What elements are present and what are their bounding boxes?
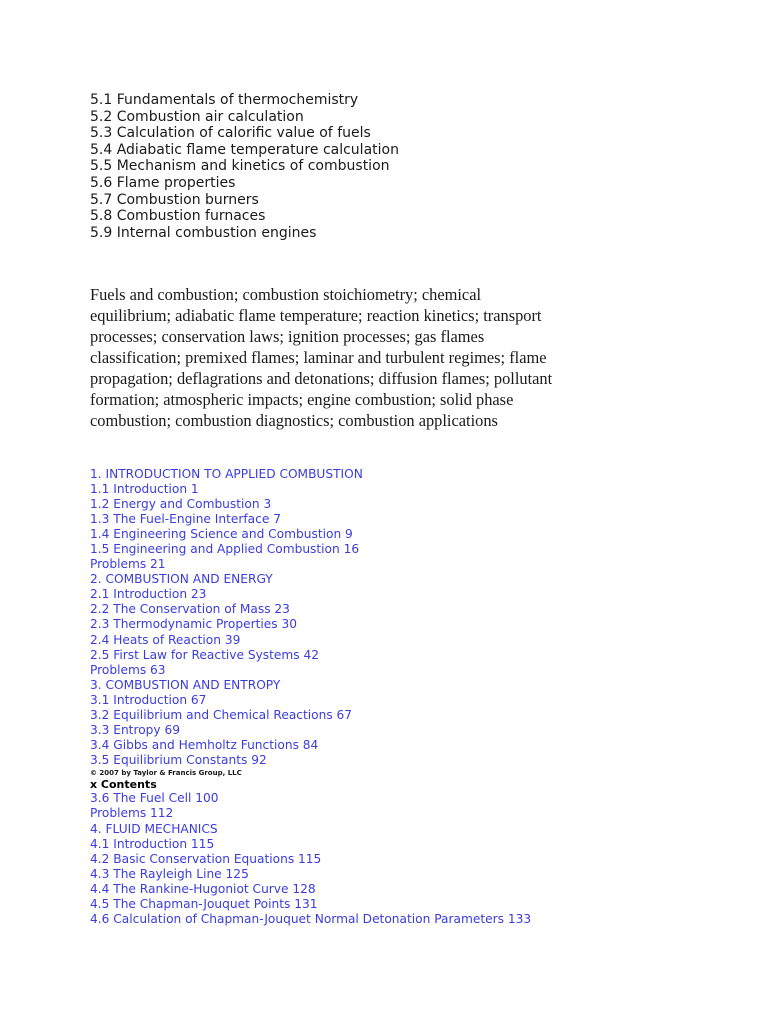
toc-chapter-link[interactable]: 3. COMBUSTION AND ENTROPY <box>90 677 281 692</box>
toc-link[interactable]: 4.6 Calculation of Chapman-Jouquet Normal Detonation Parameters 133 <box>90 911 532 926</box>
section-item: 5.9 Internal combustion engines <box>90 224 317 241</box>
section-item: 5.1 Fundamentals of thermochemistry <box>90 92 359 108</box>
toc-chapter-link[interactable]: 1. INTRODUCTION TO APPLIED COMBUSTION <box>90 467 363 481</box>
keywords-line: formation; atmospheric impacts; engine combustion; solid phase <box>90 390 514 409</box>
toc-link[interactable]: 4.2 Basic Conservation Equations 115 <box>90 851 322 866</box>
toc-link[interactable]: 2.5 First Law for Reactive Systems 42 <box>90 647 320 662</box>
toc-link[interactable]: Problems 112 <box>90 806 174 821</box>
toc-link[interactable]: 4.3 The Rayleigh Line 125 <box>90 866 249 881</box>
toc-link[interactable]: 3.1 Introduction 67 <box>90 692 207 707</box>
section-item: 5.6 Flame properties <box>90 174 236 191</box>
toc-link[interactable]: 1.3 The Fuel-Engine Interface 7 <box>90 512 281 527</box>
toc-link[interactable]: 1.4 Engineering Science and Combustion 9 <box>90 527 353 542</box>
toc-link[interactable]: 4.1 Introduction 115 <box>90 836 215 851</box>
toc-link[interactable]: 2.3 Thermodynamic Properties 30 <box>90 617 297 632</box>
keywords-line: processes; conservation laws; ignition processes; gas flames <box>90 327 485 346</box>
toc-chapter-link[interactable]: 2. COMBUSTION AND ENERGY <box>90 572 273 587</box>
toc-link[interactable]: 3.3 Entropy 69 <box>90 722 180 737</box>
section-item: 5.8 Combustion furnaces <box>90 208 266 225</box>
toc-link[interactable]: 1.5 Engineering and Applied Combustion 16 <box>90 542 360 557</box>
toc-link[interactable]: 3.5 Equilibrium Constants 92 <box>90 752 267 767</box>
keywords-line: equilibrium; adiabatic flame temperature; reaction kinetics; transport <box>90 306 542 325</box>
keywords-line: combustion; combustion diagnostics; combustion applications <box>90 411 498 430</box>
keywords-line: Fuels and combustion; combustion stoichiometry; chemical <box>90 285 482 304</box>
section-item: 5.4 Adiabatic flame temperature calculation <box>90 141 399 158</box>
toc-link[interactable]: 3.6 The Fuel Cell 100 <box>90 791 219 806</box>
copyright-notice: © 2007 by Taylor & Francis Group, LLC <box>90 768 242 777</box>
toc-chapter-link[interactable]: 4. FLUID MECHANICS <box>90 821 218 836</box>
section-item: 5.7 Combustion burners <box>90 191 259 208</box>
contents-header: x Contents <box>90 777 157 791</box>
toc-link[interactable]: 2.1 Introduction 23 <box>90 587 207 602</box>
section-item: 5.5 Mechanism and kinetics of combustion <box>90 158 390 175</box>
keywords-paragraph <box>90 284 580 431</box>
toc-link[interactable]: 1.1 Introduction 1 <box>90 482 199 497</box>
toc-link[interactable]: 3.4 Gibbs and Hemholtz Functions 84 <box>90 737 319 752</box>
toc-link[interactable]: 2.4 Heats of Reaction 39 <box>90 632 241 647</box>
toc-link[interactable]: 3.2 Equilibrium and Chemical Reactions 67 <box>90 707 353 722</box>
toc-link[interactable]: Problems 63 <box>90 662 166 677</box>
toc-link[interactable]: 1.2 Energy and Combustion 3 <box>90 497 272 512</box>
section-item: 5.2 Combustion air calculation <box>90 108 304 125</box>
keywords-line: classification; premixed flames; laminar and turbulent regimes; flame <box>90 348 547 367</box>
section-item: 5.3 Calculation of calorific value of fuels <box>90 125 371 142</box>
table-of-contents <box>90 467 531 927</box>
toc-link[interactable]: Problems 21 <box>90 557 166 572</box>
keywords-line: propagation; deflagrations and detonations; diffusion flames; pollutant <box>90 369 553 388</box>
section-list <box>90 92 399 241</box>
toc-link[interactable]: 2.2 The Conservation of Mass 23 <box>90 602 290 617</box>
toc-link[interactable]: 4.4 The Rankine-Hugoniot Curve 128 <box>90 881 316 896</box>
toc-link[interactable]: 4.5 The Chapman-Jouquet Points 131 <box>90 896 318 911</box>
